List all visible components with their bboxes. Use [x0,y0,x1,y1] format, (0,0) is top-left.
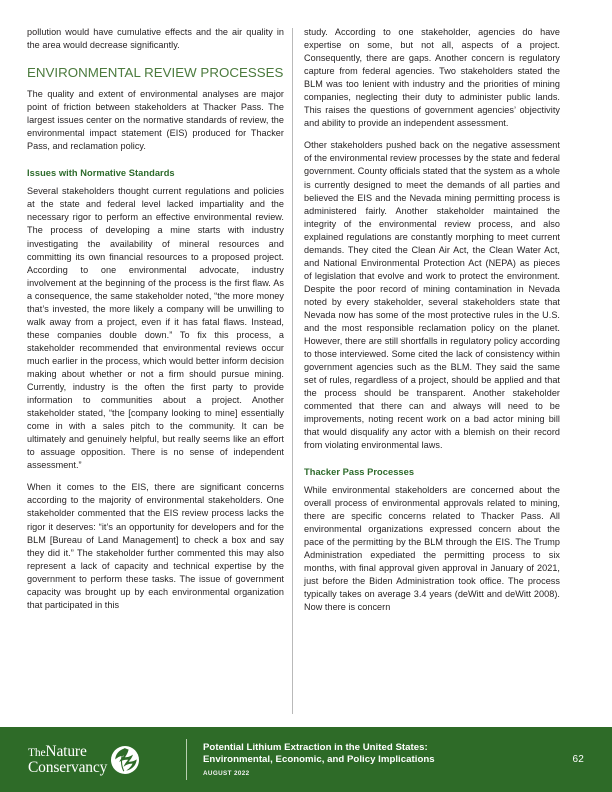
paragraph: Other stakeholders pushed back on the negative assessment of the environmental review processes by the state and federal government. County officials stated that the system as a whole is currently designed to meet the demands of all parties and believed the EIS and the Nevada mining permitting process is administered fairly. Another stakeholder maintained the integrity of the environmental review process, and also explained regulations are constantly morphing to meet current demands. They cited the Clean Air Act, the Clean Water Act, and National Environmental Protection Act (NEPA) as pieces of legislation that evolve and work to protect the environment. Despite the poor record of mining contamination in Nevada noted by every stakeholder, several stakeholders state that Nevada now has some of the most protective rules in the U.S. and the most responsible reclamation policy on the planet. However, there are still shortfalls in regulatory policy according to those interviewed. Some cited the lack of consistency within government agencies such as the BLM. They said the same set of rules, regardless of a project, should be applied and that the process should be transparent. Another stakeholder commented that there can and always will need to be improvements, noting recent work on a bad actor mining bill that would disqualify any actor with a blemish on their record from violating environmental laws. [304,140,560,451]
footer-title-block [203,742,572,778]
the-nature-conservancy-logo [28,744,174,776]
logo-line-one [28,744,107,760]
page-content [27,26,585,714]
sub-heading-issues-with-normative-standards: Issues with Normative Standards [27,168,175,179]
logo-nature-text: Nature [45,742,87,760]
logo-the-text: The [28,746,46,759]
paragraph: When it comes to the EIS, there are significant concerns according to the majority of environmental stakeholders. One stakeholder commented that the EIS review process lacks the rigor it deserves: “it’s an opportunity for developers and for the BLM [Bureau of Land Management] to check a box and say they did it.” The stakeholder further commented this may also represent a lack of capacity and technical expertise by the government to perform these tasks. The issue of government capacity was brought up by each environmental organization that participated in this [27,482,284,610]
page-number: 62 [572,754,584,765]
paragraph: Several stakeholders thought current regulations and policies at the state and federal level lacked impartiality and the necessary rigor to perform an effective environmental review. The process of developing a mine starts with industry investigating the availability of mineral resources and committing its own financial resources to a proposed project. According to one environmental advocate, industry involvement at the beginning of the process is the first flaw. As a consequence, the same stakeholder noted, “the more money that’s invested, the more likely a company will be unwilling to walk away from a project, even if it has fatal flaws. Instead, these companies double down.” To fix this process, a stakeholder recommended that environmental reviews occur much earlier in the process, which would better inform decision making about whether or not a firm should pursue mining. Currently, industry is the often the first party to provide information to communities about a project. Another stakeholder stated, “the [company looking to mine] essentially come in with a sales pitch to the community. It can be ultimately and genuinely helpful, but really seems like an effort to assuage opposition. There is no sense of independent assessment.” [27,186,284,471]
paragraph: study. According to one stakeholder, agencies do have expertise on some, but not all, aspects of a project. Consequently, there are gaps. Another concern is regulatory capture from federal agencies. Two stakeholders stated the BLM was too lenient with industry and the priorities of mining companies, neglecting their duty to administer public lands. This raises the questions of government agencies’ objectivity and ability to provide an independent assessment. [304,27,560,129]
sub-heading-thacker-pass-processes: Thacker Pass Processes [304,466,415,477]
footer-title-line-two: Environmental, Economic, and Policy Implications [203,754,435,765]
logo-conservancy-text: Conservancy [28,759,108,776]
section-heading-environmental-review-processes: ENVIRONMENTAL REVIEW PROCESSES [27,65,284,81]
left-column [27,26,292,612]
paragraph: The quality and extent of environmental analyses are major point of friction between stakeholders at Thacker Pass. The largest issues center on the normative standards of review, the environmental impact statement (EIS) produced for Thacker Pass, and reclamation policy. [27,89,284,152]
paragraph: pollution would have cumulative effects and the air quality in the area would decrease significantly. [27,27,284,51]
logo-wordmark [28,744,107,776]
page-footer [0,727,612,792]
paragraph: While environmental stakeholders are concerned about the overall process of environmental approvals related to mining, there are specific concerns related to Thacker Pass. All environmental organizations expressed concern about the pace of the permitting by the BLM through the EIS. The Trump Administration expediated the permitting process to six months, with final approval given approval in January of 2021, just before the Biden Administration took office. The process typically takes on average 3.4 years (deWitt and deWitt 2008). Now there is concern [304,484,560,612]
footer-title-line-one: Potential Lithium Extraction in the United States: [203,741,428,753]
footer-date: AUGUST 2022 [203,770,250,778]
globe-oak-leaf-icon [110,745,140,775]
footer-divider [186,739,187,780]
right-column [293,26,560,614]
